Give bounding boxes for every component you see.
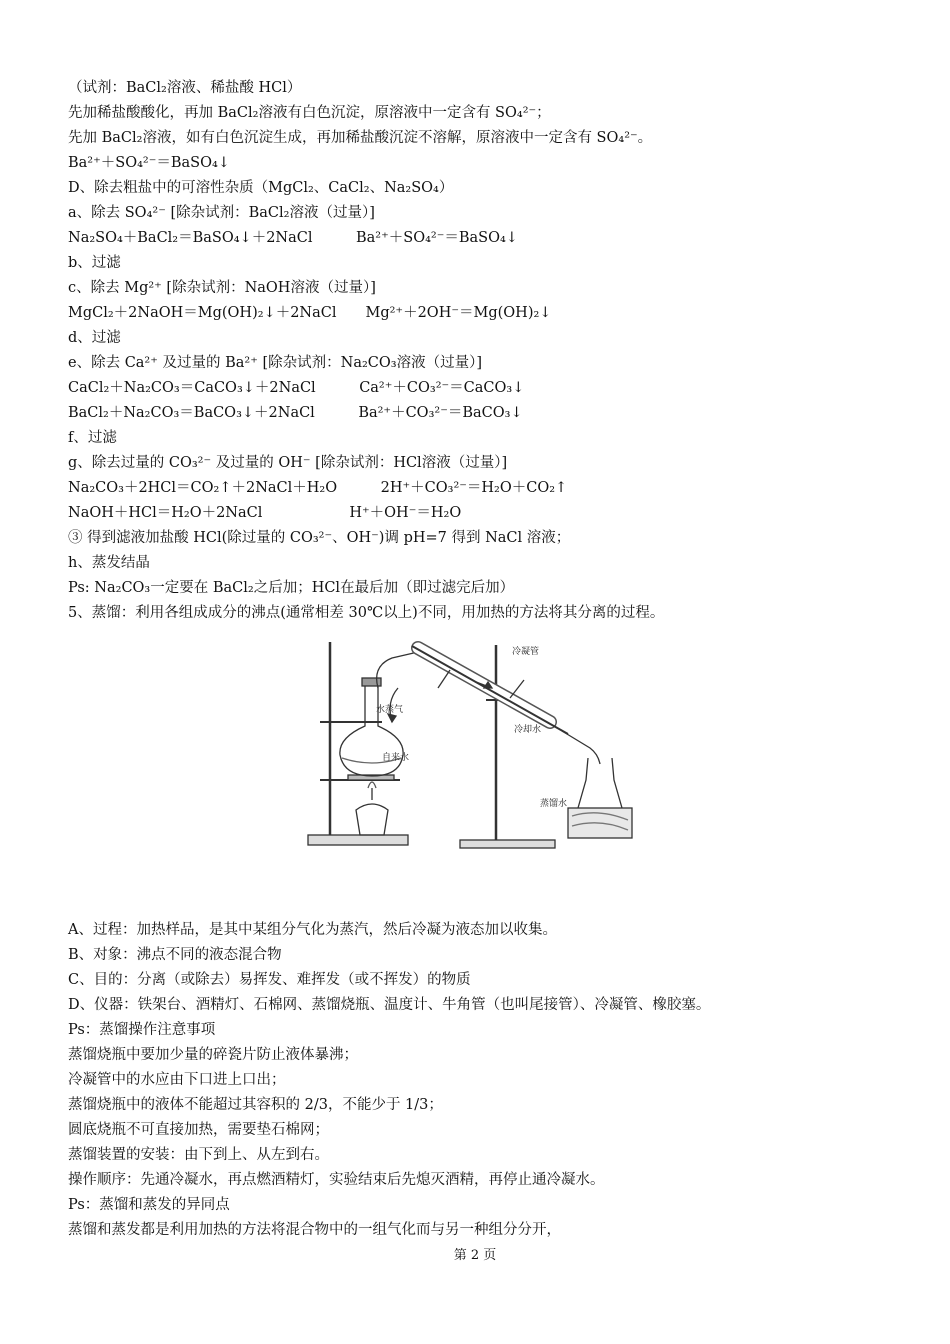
text-line: （试剂：BaCl₂溶液、稀盐酸 HCl）: [68, 80, 302, 96]
page-number: 第 2 页: [453, 1248, 497, 1263]
adapter-tube: [562, 731, 600, 764]
distillation-apparatus-figure: [300, 630, 642, 860]
left-stand-base: [308, 835, 408, 845]
text-block-top: [68, 76, 928, 626]
water-outlet: [510, 680, 524, 698]
text-line: Na₂SO₄＋BaCl₂＝BaSO₄↓＋2NaCl Ba²⁺＋SO₄²⁻＝BaSO₄↓: [68, 230, 518, 246]
text-line: Na₂CO₃＋2HCl＝CO₂↑＋2NaCl＋H₂O 2H⁺＋CO₃²⁻＝H₂O＋CO₂↑: [68, 480, 568, 496]
text-line: 冷凝管中的水应由下口进上口出；: [68, 1072, 286, 1088]
steam-arrow-head: [388, 714, 396, 722]
text-line: 蒸馏烧瓶中的液体不能超过其容积的 2/3，不能少于 1/3；: [68, 1097, 443, 1113]
steam-label: 水蒸气: [376, 705, 404, 715]
text-line: Ba²⁺＋SO₄²⁻＝BaSO₄↓: [68, 155, 230, 171]
text-line: c、除去 Mg²⁺ [除杂试剂：NaOH溶液（过量）]: [68, 280, 376, 296]
text-line: 先加 BaCl₂溶液，如有白色沉淀生成，再加稀盐酸沉淀不溶解，原溶液中一定含有 SO₄²⁻。: [68, 130, 653, 146]
text-line: NaOH＋HCl＝H₂O＋2NaCl H⁺＋OH⁻＝H₂O: [68, 505, 462, 521]
text-line: MgCl₂＋2NaOH＝Mg(OH)₂↓＋2NaCl Mg²⁺＋2OH⁻＝Mg(OH)₂↓: [68, 305, 552, 321]
text-line: ③ 得到滤液加盐酸 HCl(除过量的 CO₃²⁻、OH⁻)调 pH=7 得到 NaCl 溶液；: [68, 530, 571, 546]
tap-water-label: 自来水: [382, 753, 410, 763]
text-line: 圆底烧瓶不可直接加热，需要垫石棉网；: [68, 1122, 329, 1138]
text-line: 蒸馏和蒸发都是利用加热的方法将混合物中的一组气化而与另一种组分分开，: [68, 1222, 561, 1238]
flask-side-arm: [377, 652, 418, 688]
text-line: Ps: Na₂CO₃一定要在 BaCl₂之后加；HCl在最后加（即过滤完后加）: [68, 580, 515, 596]
text-line: 先加稀盐酸酸化，再加 BaCl₂溶液有白色沉淀，原溶液中一定含有 SO₄²⁻；: [68, 105, 551, 121]
text-line: a、除去 SO₄²⁻ [除杂试剂：BaCl₂溶液（过量）]: [68, 205, 375, 221]
condenser-label: 冷凝管: [512, 647, 540, 657]
text-line: D、仪器：铁架台、酒精灯、石棉网、蒸馏烧瓶、温度计、牛角管（也叫尾接管）、冷凝管、橡胶塞。: [68, 997, 711, 1013]
text-line: 蒸馏装置的安装：由下到上、从左到右。: [68, 1147, 329, 1163]
text-line: b、过滤: [68, 255, 121, 271]
text-line: B、对象：沸点不同的液态混合物: [68, 947, 282, 963]
right-stand-base: [460, 840, 555, 848]
text-line: CaCl₂＋Na₂CO₃＝CaCO₃↓＋2NaCl Ca²⁺＋CO₃²⁻＝CaCO₃↓: [68, 380, 525, 396]
text-line: BaCl₂＋Na₂CO₃＝BaCO₃↓＋2NaCl Ba²⁺＋CO₃²⁻＝BaCO₃↓: [68, 405, 523, 421]
text-line: e、除去 Ca²⁺ 及过量的 Ba²⁺ [除杂试剂：Na₂CO₃溶液（过量）]: [68, 355, 482, 371]
text-line: 操作顺序：先通冷凝水，再点燃酒精灯，实验结束后先熄灭酒精，再停止通冷凝水。: [68, 1172, 605, 1188]
text-line: 5、蒸馏：利用各组成成分的沸点(通常相差 30℃以上)不同，用加热的方法将其分离的过程。: [68, 605, 665, 621]
text-line: h、蒸发结晶: [68, 555, 150, 571]
text-line: Ps：蒸馏操作注意事项: [68, 1022, 216, 1038]
text-line: f、过滤: [68, 430, 117, 446]
distilled-water-label: 蒸馏水: [540, 799, 568, 809]
condenser-inner-tube: [412, 646, 568, 734]
text-line: Ps：蒸馏和蒸发的异同点: [68, 1197, 230, 1213]
water-inlet: [438, 670, 450, 688]
text-line: D、除去粗盐中的可溶性杂质（MgCl₂、CaCl₂、Na₂SO₄）: [68, 180, 454, 196]
text-line: d、过滤: [68, 330, 121, 346]
text-line: 蒸馏烧瓶中要加少量的碎瓷片防止液体暴沸；: [68, 1047, 358, 1063]
flask-stopper: [362, 678, 381, 686]
text-line: g、除去过量的 CO₃²⁻ 及过量的 OH⁻ [除杂试剂：HCl溶液（过量）]: [68, 455, 508, 471]
lamp-flame: [368, 782, 376, 788]
text-line: A、过程：加热样品，是其中某组分气化为蒸汽，然后冷凝为液态加以收集。: [68, 922, 557, 938]
alcohol-lamp: [356, 804, 388, 835]
text-line: C、目的：分离（或除去）易挥发、难挥发（或不挥发）的物质: [68, 972, 471, 988]
distillation-apparatus-drawing: [300, 630, 642, 860]
text-block-bottom: [68, 918, 928, 1243]
cooling-water-label: 冷却水: [514, 725, 542, 735]
